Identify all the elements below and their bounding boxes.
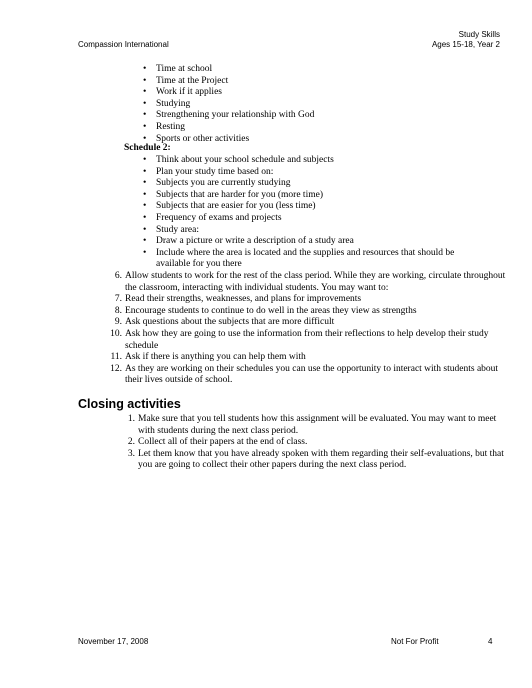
header-organization: Compassion International: [78, 40, 169, 49]
list-item: • Think about your school schedule and subjects: [143, 155, 473, 167]
step-text: Allow students to work for the rest of the class period. While they are working, circulate throughout the classroom, interacting with individual students. You may want to:: [125, 271, 506, 293]
step-number: 9.: [114, 317, 122, 328]
step-number: 8.: [114, 305, 122, 316]
step-text: Ask if there is anything you can help them with: [125, 352, 306, 363]
step-text: Read their strengths, weaknesses, and plans for improvements: [125, 294, 362, 305]
closing-number: 2.: [127, 437, 135, 448]
list-item: • Work if it applies: [143, 87, 473, 99]
closing-text: Collect all of their papers at the end of class.: [138, 437, 308, 448]
list-item: • Subjects that are harder for you (more time): [143, 190, 473, 202]
step-number: 10.: [110, 328, 122, 339]
list-item: • Time at school: [143, 64, 473, 76]
step-item: [108, 294, 508, 306]
header-course-title: Study Skills: [458, 30, 500, 39]
list-item: • Studying: [143, 99, 473, 111]
activity-steps-list: [108, 271, 508, 387]
closing-item: [121, 449, 509, 472]
footer-date: November 17, 2008: [78, 637, 149, 646]
step-text: As they are working on their schedules you can use the opportunity to interact with students about their lives outside of school.: [125, 363, 499, 386]
schedule2-heading: Schedule 2:: [124, 143, 171, 153]
schedule2-list: [143, 155, 473, 271]
list-item: • Subjects that are easier for you (less time): [143, 201, 473, 213]
step-item: [108, 364, 508, 387]
step-item: [108, 352, 508, 364]
step-item: [108, 271, 508, 294]
schedule1-list: [143, 64, 473, 145]
closing-item: [121, 414, 509, 437]
step-item: [108, 317, 508, 329]
closing-activities-list: [121, 414, 509, 472]
list-item: • Plan your study time based on:: [143, 167, 473, 179]
list-item: • Study area:: [143, 225, 473, 237]
list-item: • Draw a picture or write a description of a study area: [143, 236, 473, 248]
step-number: 11.: [110, 352, 122, 363]
step-item: [108, 329, 508, 352]
list-item: • Sports or other activities: [143, 134, 473, 146]
header-course-info: [300, 30, 500, 50]
closing-text: Let them know that you have already spoken with them regarding their self-evaluations, but that you are going to collect their other papers during the next class period.: [138, 448, 504, 471]
list-item: • Strengthening your relationship with God: [143, 110, 473, 122]
closing-activities-heading: Closing activities: [78, 397, 181, 411]
list-item: • Time at the Project: [143, 76, 473, 88]
list-item: • Include where the area is located and the supplies and resources that should be available for you there: [143, 248, 473, 271]
step-text: Encourage students to continue to do well in the areas they view as strengths: [125, 305, 417, 316]
step-text: Ask how they are going to use the information from their reflections to help develop their study schedule: [125, 328, 489, 351]
list-item: • Frequency of exams and projects: [143, 213, 473, 225]
closing-text: Make sure that you tell students how this assignment will be evaluated. You may want to meet with students during the next class period.: [138, 414, 497, 436]
closing-item: [121, 437, 509, 449]
step-number: 6.: [114, 271, 122, 281]
closing-number: 1.: [127, 414, 135, 424]
list-item: • Resting: [143, 122, 473, 134]
page-number: 4: [488, 637, 493, 646]
header-audience: Ages 15-18, Year 2: [431, 40, 500, 49]
step-number: 12.: [110, 363, 122, 374]
footer-notice: Not For Profit: [391, 637, 439, 646]
step-text: Ask questions about the subjects that are more difficult: [125, 317, 335, 328]
step-item: [108, 306, 508, 318]
closing-number: 3.: [127, 448, 135, 459]
list-item: • Subjects you are currently studying: [143, 178, 473, 190]
step-number: 7.: [114, 294, 122, 305]
